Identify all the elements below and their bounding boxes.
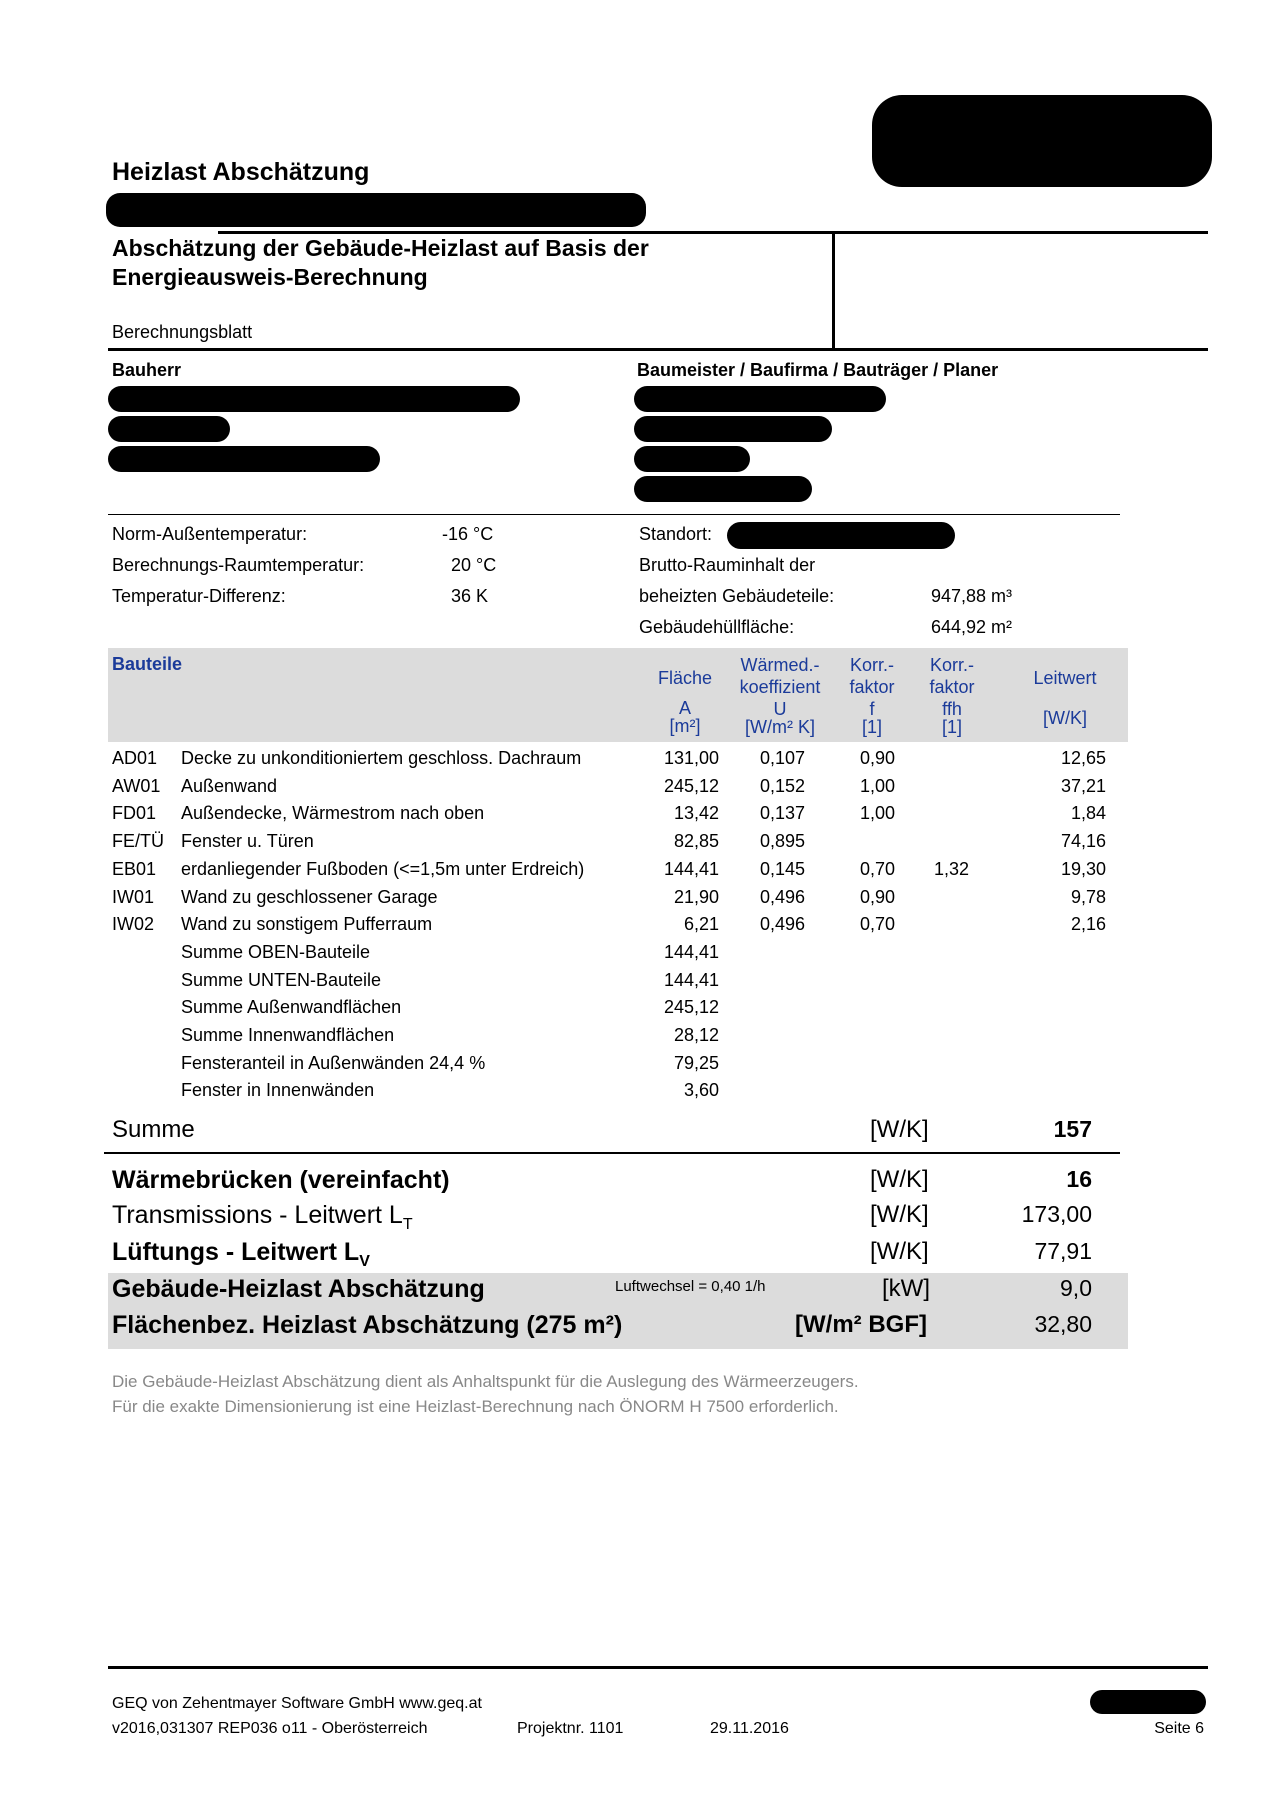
redacted-footer-logo — [1090, 1690, 1206, 1714]
sheet-label: Berechnungsblatt — [112, 322, 253, 342]
ventilation-label — [112, 1238, 370, 1271]
ventilation-label-text: Lüftungs - Leitwert L — [112, 1238, 360, 1266]
u-header-symbol: U — [773, 699, 787, 719]
ventilation-value: 77,91 — [1034, 1238, 1092, 1264]
row-f-factor: 0,70 — [859, 914, 895, 935]
page-subtitle — [112, 234, 649, 292]
heating-load-label: Gebäude-Heizlast Abschätzung — [112, 1275, 485, 1303]
row-name: Außendecke, Wärmestrom nach oben — [181, 803, 485, 824]
row-area: 13,42 — [673, 803, 719, 824]
area-header — [645, 667, 725, 737]
u-header-label-2: koeffizient — [739, 677, 821, 697]
area-header-label: Fläche — [657, 668, 713, 688]
site-label: Standort: — [639, 524, 713, 544]
u-header-label-1: Wärmed.- — [740, 655, 820, 675]
u-header — [730, 654, 830, 738]
sum-value: 157 — [1053, 1116, 1092, 1142]
row-leitwert: 9,78 — [1070, 886, 1106, 907]
footer-version: v2016,031307 REP036 o11 - Oberösterreich — [112, 1720, 428, 1737]
row-f-factor: 1,00 — [859, 803, 895, 824]
row-u-value: 0,107 — [759, 748, 805, 768]
row-name: Summe OBEN-Bauteile — [181, 941, 371, 962]
ffh-header-label-2: faktor — [929, 677, 975, 697]
table-row — [0, 776, 1280, 804]
ventilation-unit: [W/K] — [870, 1238, 929, 1265]
parties-rule — [108, 514, 1120, 515]
row-leitwert: 74,16 — [1060, 831, 1106, 852]
redacted-logo — [872, 95, 1212, 187]
row-name: Decke zu unkonditioniertem geschloss. Dachraum — [181, 748, 582, 768]
envelope-label: Gebäudehüllfläche: — [639, 617, 795, 637]
row-leitwert: 37,21 — [1060, 775, 1106, 796]
u-header-unit: [W/m² K] — [745, 717, 815, 737]
row-code: AW01 — [112, 775, 161, 796]
row-code: IW01 — [112, 886, 155, 907]
row-name: Außenwand — [181, 775, 278, 796]
row-name: Wand zu geschlossener Garage — [181, 886, 438, 907]
row-name: erdanliegender Fußboden (<=1,5m unter Erdreich) — [181, 858, 585, 879]
temp-diff-value: 36 K — [451, 586, 489, 606]
footer-project: Projektnr. 1101 — [517, 1720, 624, 1737]
row-code: FD01 — [112, 803, 157, 824]
redacted-owner-street — [108, 416, 230, 442]
row-code: IW02 — [112, 914, 155, 935]
header-rule-bottom — [108, 348, 1208, 351]
f-header — [832, 654, 912, 738]
sum-unit: [W/K] — [870, 1116, 929, 1143]
bridges-value: 16 — [1066, 1166, 1092, 1192]
room-temp-value: 20 °C — [451, 555, 497, 575]
footer-date: 29.11.2016 — [710, 1720, 789, 1737]
row-ffh-factor: 1,32 — [933, 858, 969, 879]
lw-header — [1015, 667, 1115, 729]
redacted-site — [727, 522, 955, 549]
air-change-label: Luftwechsel = 0,40 1/h — [615, 1278, 766, 1295]
row-name: Wand zu sonstigem Pufferraum — [181, 914, 433, 935]
row-name: Fenster in Innenwänden — [181, 1080, 375, 1101]
row-code: EB01 — [112, 858, 157, 879]
sum-label: Summe — [112, 1116, 195, 1143]
transmission-unit: [W/K] — [870, 1201, 929, 1228]
page-title: Heizlast Abschätzung — [112, 158, 370, 186]
subtitle-line-2: Energieausweis-Berechnung — [112, 264, 428, 290]
row-area: 245,12 — [663, 775, 719, 796]
row-u-value: 0,152 — [759, 775, 805, 796]
row-u-value: 0,137 — [759, 803, 805, 824]
volume-label-2: beheizten Gebäudeteile: — [639, 586, 835, 606]
room-temp-label: Berechnungs-Raumtemperatur: — [112, 555, 365, 575]
sum-rule — [104, 1152, 1120, 1154]
envelope-value: 644,92 m² — [931, 617, 1013, 637]
f-header-label-2: faktor — [849, 677, 895, 697]
row-u-value: 0,496 — [759, 886, 805, 907]
outside-temp-label: Norm-Außentemperatur: — [112, 524, 308, 544]
heating-load-unit: [kW] — [882, 1275, 930, 1302]
row-name: Fensteranteil in Außenwänden 24,4 % — [181, 1052, 486, 1073]
ffh-header-symbol: ffh — [942, 699, 962, 719]
row-area: 245,12 — [663, 997, 719, 1018]
outside-temp-value: -16 °C — [442, 524, 494, 544]
bridges-label: Wärmebrücken (vereinfacht) — [112, 1166, 450, 1194]
row-leitwert: 1,84 — [1070, 803, 1106, 824]
ffh-header — [912, 654, 992, 738]
row-u-value: 0,145 — [759, 858, 805, 879]
row-u-value: 0,895 — [759, 831, 805, 852]
row-name: Summe Außenwandflächen — [181, 997, 402, 1018]
row-u-value: 0,496 — [759, 914, 805, 935]
volume-value: 947,88 m³ — [931, 586, 1013, 606]
area-header-unit: [m²] — [669, 716, 701, 736]
table-row — [0, 748, 1280, 776]
row-leitwert: 12,65 — [1060, 748, 1106, 768]
ventilation-label-sub: V — [359, 1253, 370, 1270]
row-area: 28,12 — [673, 1025, 719, 1045]
area-header-symbol: A — [678, 698, 691, 718]
row-area: 131,00 — [663, 748, 719, 768]
header-divider — [832, 232, 835, 348]
bridges-unit: [W/K] — [870, 1166, 929, 1193]
transmission-value: 173,00 — [1021, 1201, 1092, 1227]
note-line-1: Die Gebäude-Heizlast Abschätzung dient als Anhaltspunkt für die Auslegung des Wärmeerzeugers. — [112, 1372, 859, 1391]
row-leitwert: 19,30 — [1060, 858, 1106, 879]
temp-diff-label: Temperatur-Differenz: — [112, 586, 286, 606]
table-row — [0, 859, 1280, 887]
redacted-builder-street — [634, 416, 832, 442]
f-header-unit: [1] — [861, 717, 882, 737]
row-leitwert: 2,16 — [1070, 914, 1106, 935]
row-area: 144,41 — [663, 969, 719, 990]
row-area: 3,60 — [683, 1080, 719, 1101]
heating-load-value: 9,0 — [1060, 1275, 1092, 1301]
f-header-symbol: f — [869, 699, 875, 719]
row-f-factor: 1,00 — [859, 775, 895, 796]
redacted-builder-city — [634, 446, 750, 472]
transmission-label-text: Transmissions - Leitwert L — [112, 1201, 403, 1229]
row-name: Fenster u. Türen — [181, 831, 314, 852]
table-row — [0, 887, 1280, 915]
row-code: FE/TÜ — [112, 831, 164, 852]
redacted-project-name — [106, 193, 646, 227]
lw-header-unit: [W/K] — [1043, 708, 1087, 728]
table-row — [0, 803, 1280, 831]
row-area: 79,25 — [673, 1052, 719, 1073]
row-area: 82,85 — [673, 831, 719, 852]
row-area: 144,41 — [663, 858, 719, 879]
table-row — [0, 942, 1280, 970]
subtitle-line-1: Abschätzung der Gebäude-Heizlast auf Basis der — [112, 235, 649, 261]
redacted-builder-name — [634, 386, 886, 412]
lw-header-label: Leitwert — [1033, 668, 1097, 688]
transmission-label-sub: T — [402, 1216, 413, 1233]
table-row — [0, 997, 1280, 1025]
table-row — [0, 1025, 1280, 1053]
table-row — [0, 914, 1280, 942]
components-header: Bauteile — [112, 654, 183, 674]
row-area: 21,90 — [673, 886, 719, 907]
ffh-header-label-1: Korr.- — [929, 655, 974, 675]
redacted-owner-name — [108, 386, 520, 412]
area-load-unit: [W/m² BGF] — [795, 1311, 927, 1338]
ffh-header-unit: [1] — [941, 717, 962, 737]
row-f-factor: 0,70 — [859, 858, 895, 879]
redacted-builder-phone — [634, 476, 812, 502]
footer-page: Seite 6 — [1154, 1720, 1204, 1737]
footer-rule — [108, 1666, 1208, 1669]
row-f-factor: 0,90 — [859, 748, 895, 768]
row-name: Summe Innenwandflächen — [181, 1025, 395, 1045]
table-row — [0, 1053, 1280, 1081]
footer-vendor: GEQ von Zehentmayer Software GmbH www.geq.at — [112, 1695, 482, 1712]
area-load-label: Flächenbez. Heizlast Abschätzung (275 m²) — [112, 1311, 623, 1339]
row-name: Summe UNTEN-Bauteile — [181, 969, 382, 990]
row-area: 144,41 — [663, 941, 719, 962]
volume-label-1: Brutto-Rauminhalt der — [639, 555, 816, 575]
area-load-value: 32,80 — [1034, 1311, 1092, 1337]
row-f-factor: 0,90 — [859, 886, 895, 907]
table-row — [0, 970, 1280, 998]
owner-label: Bauherr — [112, 360, 182, 380]
row-code: AD01 — [112, 748, 158, 768]
table-row — [0, 1080, 1280, 1108]
builder-label: Baumeister / Baufirma / Bauträger / Planer — [637, 360, 999, 380]
note-line-2: Für die exakte Dimensionierung ist eine Heizlast-Berechnung nach ÖNORM H 7500 erforderlich. — [112, 1397, 839, 1416]
table-row — [0, 831, 1280, 859]
redacted-owner-city — [108, 446, 380, 472]
transmission-label — [112, 1201, 413, 1234]
row-area: 6,21 — [683, 914, 719, 935]
f-header-label-1: Korr.- — [849, 655, 894, 675]
